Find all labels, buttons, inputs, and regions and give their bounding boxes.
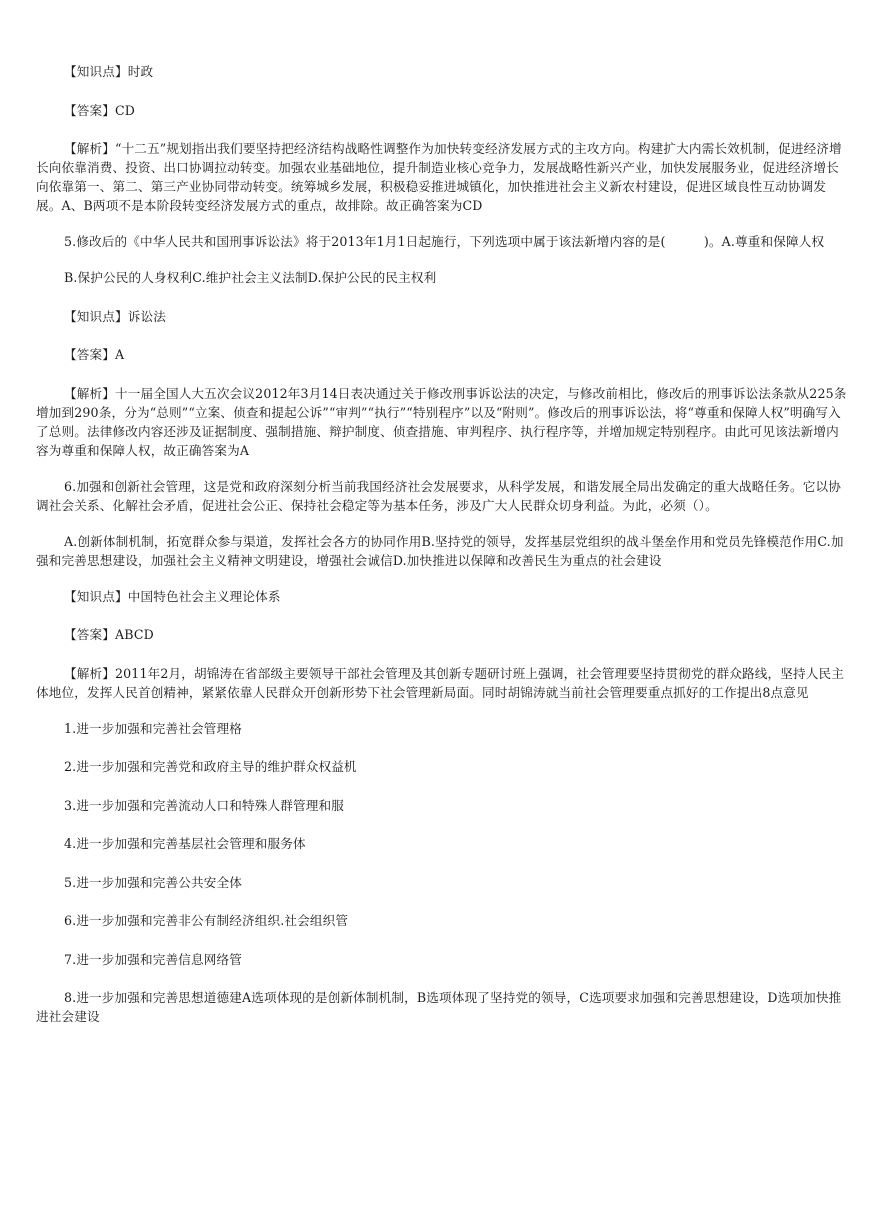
list-item: 7.进一步加强和完善信息网络管 xyxy=(64,951,242,967)
list-item: 3.进一步加强和完善流动人口和特殊人群管理和服 xyxy=(64,797,344,813)
list-item: 6.进一步加强和完善非公有制经济组织.社会组织管 xyxy=(64,913,349,928)
answer-label: 【答案】CD xyxy=(64,102,136,118)
question-text: 5.修改后的《中华人民共和国刑事诉讼法》将于2013年1月1日起施行，下列选项中属于该法新增内容的是( )。A.尊重和保障人权 xyxy=(64,234,825,249)
knowledge-point-label: 【知识点】时政 xyxy=(64,64,154,79)
list-item: 4.进一步加强和完善基层社会管理和服务体 xyxy=(64,836,306,851)
answer-label: 【答案】ABCD xyxy=(64,627,154,642)
question-options: A.创新体制机制，拓宽群众参与渠道，发挥社会各方的协同作用B.坚持党的领导，发挥基层党组织的战斗堡垒作用和党员先锋模范作用C.加强和完善思想建设，加强社会主义精神文明建设，增强社会诚信D.加快推进以保障和改善民生为重点的社会建设 xyxy=(36,533,844,568)
list-item: 2.进一步加强和完善党和政府主导的维护群众权益机 xyxy=(64,759,357,774)
knowledge-point-label: 【知识点】中国特色社会主义理论体系 xyxy=(64,588,281,604)
knowledge-point-label: 【知识点】诉讼法 xyxy=(64,308,166,324)
list-item: 1.进一步加强和完善社会管理格 xyxy=(64,720,242,736)
analysis-paragraph: 【解析】2011年2月，胡锦涛在省部级主要领导干部社会管理及其创新专题研讨班上强调，社会管理要坚持贯彻党的群众路线，坚持人民主体地位，发挥人民首创精神，紧紧依靠人民群众开创新形势下社会管理新局面。同时胡锦涛就当前社会管理要重点抓好的工作提出8点意见 xyxy=(36,665,844,700)
analysis-paragraph: 【解析】“十二五”规划指出我们要坚持把经济结构战略性调整作为加快转变经济发展方式的主攻方向。构建扩大内需长效机制，促进经济增长向依靠消费、投资、出口协调拉动转变。加强农业基础地位，提升制造业核心竞争力，发展战略性新兴产业，加快发展服务业，促进经济增长向依靠第一、第二、第三产业协同带动转变。统筹城乡发展，积极稳妥推进城镇化，加快推进社会主义新农村建设，促进区域良性互动协调发展。A、B两项不是本阶段转变经济发展方式的重点，故排除。故正确答案为CD xyxy=(36,141,842,213)
list-item: 5.进一步加强和完善公共安全体 xyxy=(64,874,242,890)
answer-label: 【答案】A xyxy=(64,347,125,362)
question-text: 6.加强和创新社会管理，这是党和政府深刻分析当前我国经济社会发展要求，从科学发展，和谐发展全局出发确定的重大战略任务。它以协调社会关系、化解社会矛盾，促进社会公正、保持社会稳定等为基本任务，涉及广大人民群众切身利益。为此，必须（）。 xyxy=(36,478,841,513)
question-options: B.保护公民的人身权利C.维护社会主义法制D.保护公民的民主权利 xyxy=(64,270,437,285)
list-item: 8.进一步加强和完善思想道德建A选项体现的是创新体制机制，B选项体现了坚持党的领导，C选项要求加强和完善思想建设，D选项加快推进社会建设 xyxy=(36,990,842,1024)
analysis-paragraph: 【解析】十一届全国人大五次会议2012年3月14日表决通过关于修改刑事诉讼法的决定，与修改前相比，修改后的刑事诉讼法条款从225条增加到290条，分为“总则”“立案、侦查和提起公诉”“审判”“执行”“特别程序”以及“附则”。修改后的刑事诉讼法，将“尊重和保障人权”明确写入了总则。法律修改内容还涉及证据制度、强制措施、辩护制度、侦查措施、审判程序、执行程序等，并增加规定特别程序。由此可见该法新增内容为尊重和保障人权，故正确答案为A xyxy=(36,385,847,458)
